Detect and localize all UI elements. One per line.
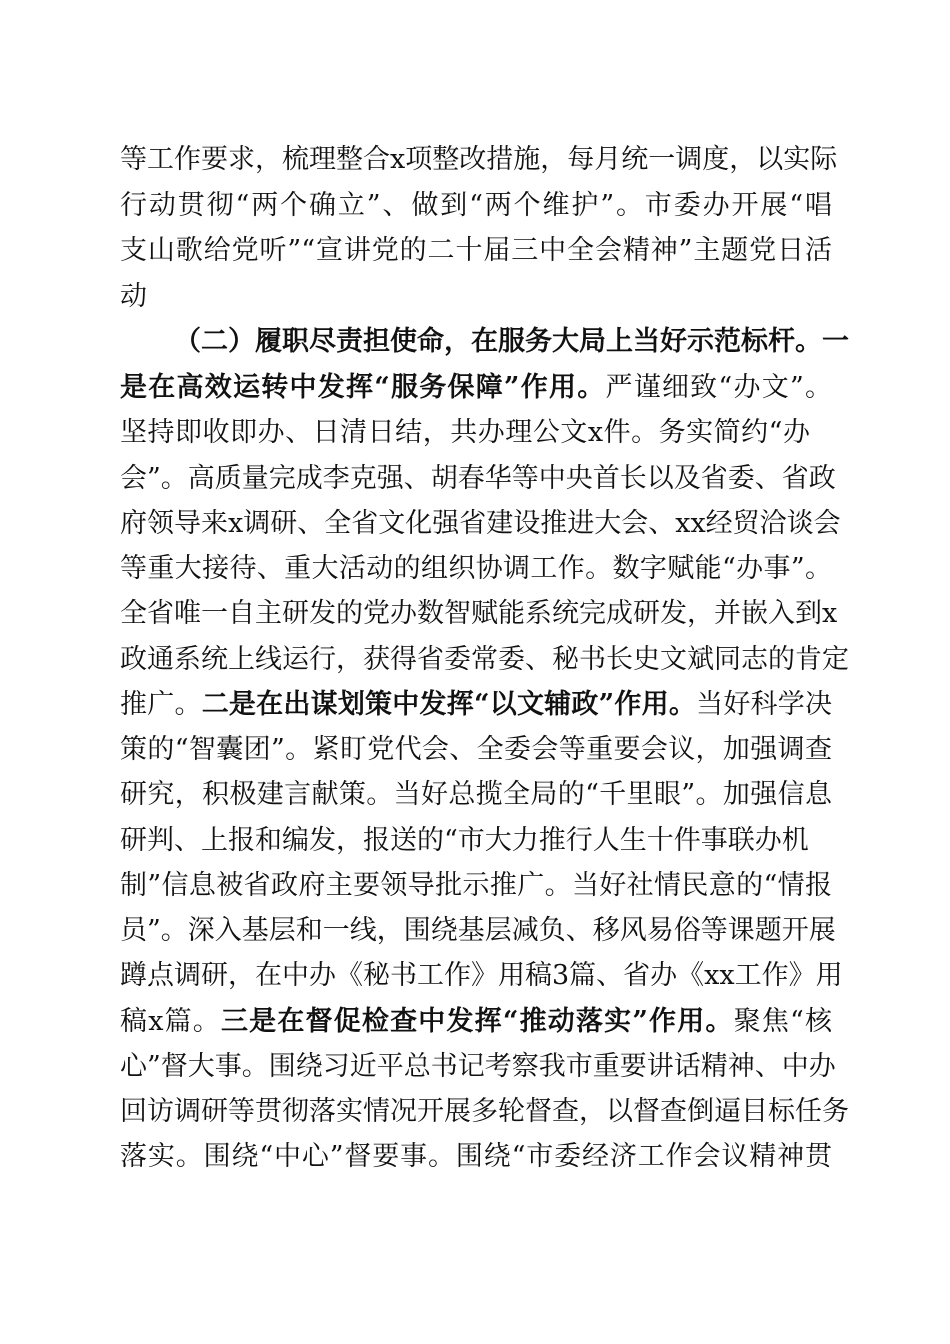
text-segment: 政通系统上线运行，获得省委常委、秘书长史文斌同志的肯定: [120, 644, 849, 675]
text-segment: 府领导来x调研、全省文化强省建设推进大会、xx经贸洽谈会: [120, 508, 841, 539]
item-heading: 是在高效运转中发挥“服务保障”作用。: [120, 372, 606, 403]
text-line: [120, 637, 849, 682]
text-line: [120, 1044, 836, 1089]
text-line: [120, 456, 836, 501]
text-segment: 稿x篇。: [120, 1006, 221, 1037]
text-line: [120, 274, 147, 319]
text-line: [120, 772, 832, 817]
text-segment: 心”督大事。围绕习近平总书记考察我市重要讲话精神、中办: [120, 1051, 836, 1082]
text-segment: 严谨细致“办文”。: [605, 372, 833, 403]
text-segment: 聚焦“核: [733, 1006, 832, 1037]
text-line: [120, 682, 832, 727]
text-line: [120, 863, 832, 908]
text-line: [120, 999, 832, 1044]
text-line: [120, 410, 810, 455]
text-segment: 等工作要求，梳理整合x项整改措施，每月统一调度，以实际: [120, 144, 838, 175]
text-line: [120, 228, 832, 273]
text-line: [120, 953, 843, 998]
text-segment: 蹲点调研，在中办《秘书工作》用稿3篇、省办《xx工作》用: [120, 960, 843, 991]
text-segment: 落实。围绕“中心”督要事。围绕“市委经济工作会议精神贯: [120, 1141, 832, 1172]
section-heading: （二）履职尽责担使命，在服务大局上当好示范标杆。一: [174, 326, 849, 357]
text-segment: 策的“智囊团”。紧盯党代会、全委会等重要会议，加强调查: [120, 734, 832, 765]
text-segment: 会”。高质量完成李克强、胡春华等中央首长以及省委、省政: [120, 463, 836, 494]
text-line: [120, 591, 838, 636]
text-segment: 等重大接待、重大活动的组织协调工作。数字赋能“办事”。: [120, 553, 832, 584]
text-segment: 当好科学决: [696, 689, 833, 720]
text-line: [120, 137, 838, 182]
text-line: [120, 1134, 832, 1179]
text-segment: 坚持即收即办、日清日结，共办理公文x件。务实简约“办: [120, 417, 810, 448]
text-line: [120, 1089, 849, 1134]
text-segment: 员”。深入基层和一线，围绕基层减负、移风易俗等课题开展: [120, 915, 836, 946]
text-segment: 回访调研等贯彻落实情况开展多轮督查，以督查倒逼目标任务: [120, 1096, 849, 1127]
text-segment: 制”信息被省政府主要领导批示推广。当好社情民意的“情报: [120, 870, 832, 901]
text-segment: 推广。: [120, 689, 202, 720]
section-heading-line: [174, 319, 849, 364]
text-segment: 行动贯彻“两个确立”、做到“两个维护”。市委办开展“唱: [120, 190, 832, 221]
text-segment: 研判、上报和编发，报送的“市大力推行人生十件事联办机: [120, 825, 809, 856]
text-line: [120, 365, 832, 410]
item-heading: 三是在督促检查中发挥“推动落实”作用。: [220, 1006, 734, 1037]
text-line: [120, 727, 832, 772]
item-heading: 二是在出谋划策中发挥“以文辅政”作用。: [201, 689, 697, 720]
text-line: [120, 908, 836, 953]
text-segment: 动: [120, 281, 147, 312]
text-segment: 支山歌给党听”“宣讲党的二十届三中全会精神”主题党日活: [120, 235, 832, 266]
text-segment: 全省唯一自主研发的党办数智赋能系统完成研发，并嵌入到x: [120, 598, 838, 629]
text-line: [120, 501, 841, 546]
text-line: [120, 183, 832, 228]
text-line: [120, 546, 832, 591]
text-segment: 研究，积极建言献策。当好总揽全局的“千里眼”。加强信息: [120, 779, 832, 810]
text-line: [120, 818, 809, 863]
